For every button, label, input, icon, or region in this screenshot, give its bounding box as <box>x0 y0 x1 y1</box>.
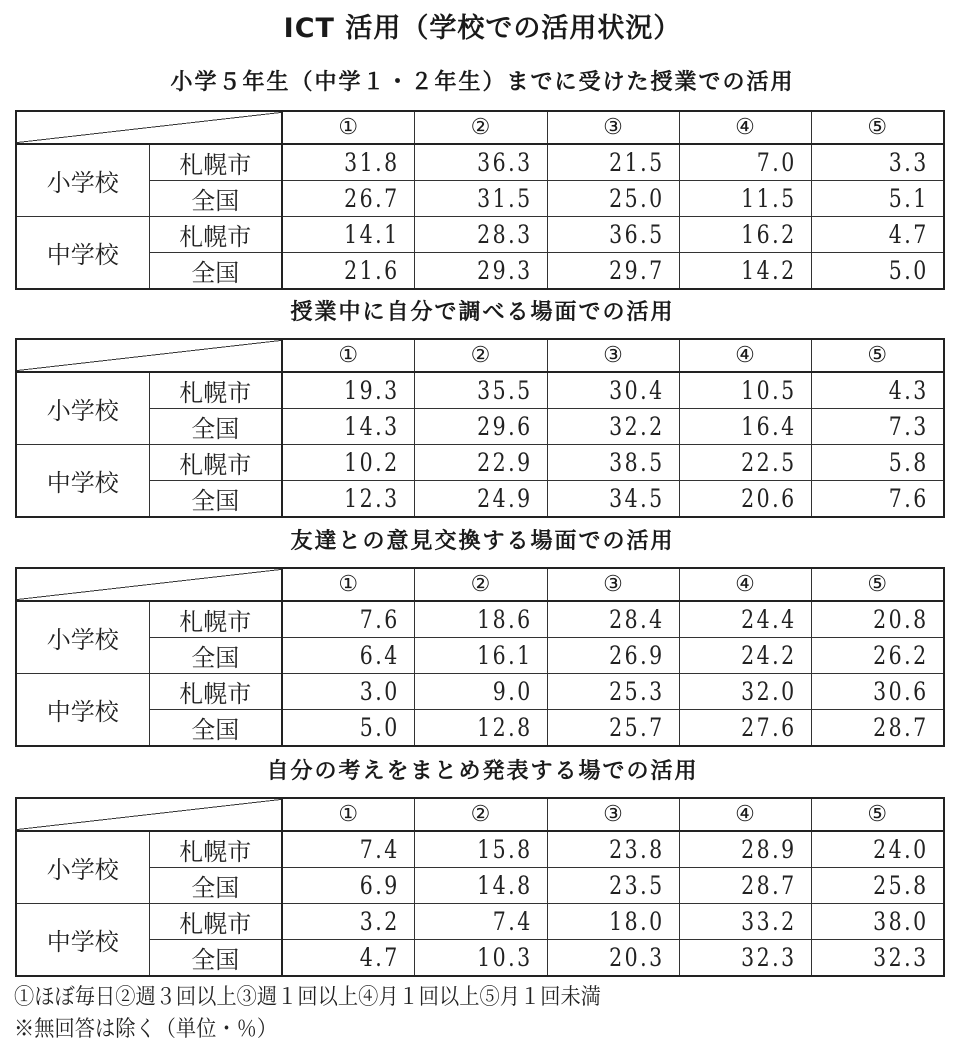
region-label: 札幌市 <box>149 904 282 940</box>
diagonal-corner-cell <box>16 339 282 372</box>
section-title-3: 友達との意見交換する場面での活用 <box>290 529 675 554</box>
region-label: 全国 <box>149 940 282 977</box>
value-text: 18.6 <box>477 605 533 634</box>
value-text: 21.5 <box>609 148 665 177</box>
data-table-3 <box>15 567 945 747</box>
value-cell <box>679 481 811 518</box>
school-level-label: 中学校 <box>16 445 149 518</box>
region-label: 札幌市 <box>149 445 282 481</box>
table-header-row <box>16 111 944 144</box>
value-text: 10.2 <box>344 448 400 477</box>
value-text: 12.8 <box>477 713 533 742</box>
value-text: 29.3 <box>477 256 533 285</box>
value-cell <box>679 217 811 253</box>
value-text: 4.3 <box>889 376 929 405</box>
value-text: 28.3 <box>477 220 533 249</box>
legend <box>14 982 652 1046</box>
region-label: 札幌市 <box>149 601 282 638</box>
value-text: 27.6 <box>741 713 797 742</box>
value-cell <box>811 253 944 290</box>
value-cell <box>414 831 547 868</box>
value-text: 24.4 <box>741 605 797 634</box>
section-title-2: 授業中に自分で調べる場面での活用 <box>290 300 675 325</box>
column-header: ① <box>282 798 414 831</box>
value-cell <box>811 831 944 868</box>
value-text: 26.2 <box>873 641 929 670</box>
value-text: 19.3 <box>344 376 400 405</box>
school-level-label: 中学校 <box>16 674 149 747</box>
value-cell <box>679 372 811 409</box>
column-header: ⑤ <box>811 111 944 144</box>
value-text: 7.4 <box>359 835 400 864</box>
value-text: 24.0 <box>873 835 929 864</box>
data-table-2 <box>15 338 945 518</box>
column-header: ① <box>282 339 414 372</box>
value-text: 23.5 <box>609 871 665 900</box>
column-header: ③ <box>547 339 679 372</box>
value-text: 9.0 <box>492 677 533 706</box>
value-cell <box>811 181 944 217</box>
value-text: 28.7 <box>741 871 797 900</box>
value-text: 20.6 <box>741 484 797 513</box>
value-cell <box>282 940 414 977</box>
value-text: 28.4 <box>609 605 665 634</box>
value-text: 38.5 <box>609 448 665 477</box>
value-text: 21.6 <box>344 256 400 285</box>
value-text: 32.0 <box>741 677 797 706</box>
value-text: 11.5 <box>741 184 797 213</box>
table-row <box>16 445 944 481</box>
value-text: 36.3 <box>477 148 533 177</box>
column-header: ① <box>282 111 414 144</box>
column-header: ⑤ <box>811 568 944 601</box>
table-header-row <box>16 339 944 372</box>
value-cell <box>679 144 811 181</box>
column-header: ① <box>282 568 414 601</box>
school-level-label: 小学校 <box>16 144 149 217</box>
value-cell <box>811 904 944 940</box>
data-table-4 <box>15 797 945 977</box>
value-text: 10.5 <box>741 376 797 405</box>
value-text: 25.0 <box>609 184 665 213</box>
value-text: 16.4 <box>741 412 797 441</box>
value-text: 7.6 <box>889 484 929 513</box>
value-text: 5.8 <box>889 448 929 477</box>
region-label: 札幌市 <box>149 217 282 253</box>
value-text: 25.7 <box>609 713 665 742</box>
value-cell <box>547 904 679 940</box>
value-cell <box>811 445 944 481</box>
value-text: 18.0 <box>609 907 665 936</box>
column-header: ⑤ <box>811 798 944 831</box>
section-title-4: 自分の考えをまとめ発表する場での活用 <box>266 759 699 784</box>
column-header: ② <box>414 798 547 831</box>
value-text: 38.0 <box>873 907 929 936</box>
value-cell <box>811 940 944 977</box>
table-row <box>16 253 944 290</box>
diagonal-corner-cell <box>16 798 282 831</box>
value-cell <box>414 638 547 674</box>
legend-note: ※無回答は除く（単位・％） <box>14 1017 278 1042</box>
value-text: 14.8 <box>477 871 533 900</box>
region-label: 札幌市 <box>149 674 282 710</box>
table-row <box>16 217 944 253</box>
value-cell <box>414 253 547 290</box>
value-text: 3.0 <box>359 677 400 706</box>
school-level-label: 中学校 <box>16 217 149 290</box>
value-text: 5.0 <box>889 256 929 285</box>
region-label: 全国 <box>149 181 282 217</box>
data-table-1 <box>15 110 945 290</box>
value-cell <box>282 638 414 674</box>
value-cell <box>414 868 547 904</box>
value-cell <box>811 481 944 518</box>
value-text: 20.3 <box>609 943 665 972</box>
value-text: 4.7 <box>889 220 929 249</box>
value-text: 28.7 <box>873 713 929 742</box>
table-row <box>16 409 944 445</box>
value-cell <box>547 940 679 977</box>
value-cell <box>282 253 414 290</box>
value-cell <box>547 253 679 290</box>
value-text: 35.5 <box>477 376 533 405</box>
value-cell <box>679 181 811 217</box>
school-level-label: 中学校 <box>16 904 149 977</box>
value-cell <box>282 601 414 638</box>
value-text: 22.5 <box>741 448 797 477</box>
value-cell <box>282 674 414 710</box>
column-header: ③ <box>547 111 679 144</box>
value-text: 14.2 <box>741 256 797 285</box>
value-cell <box>547 481 679 518</box>
region-label: 札幌市 <box>149 144 282 181</box>
value-cell <box>282 409 414 445</box>
value-text: 32.2 <box>609 412 665 441</box>
value-cell <box>414 217 547 253</box>
value-cell <box>282 181 414 217</box>
value-cell <box>679 409 811 445</box>
value-cell <box>547 868 679 904</box>
value-cell <box>547 710 679 747</box>
column-header: ② <box>414 568 547 601</box>
column-header: ② <box>414 111 547 144</box>
column-header: ② <box>414 339 547 372</box>
value-text: 15.8 <box>477 835 533 864</box>
value-cell <box>282 144 414 181</box>
table-row <box>16 181 944 217</box>
value-text: 29.7 <box>609 256 665 285</box>
table-row <box>16 710 944 747</box>
legend-categories: ①ほぼ毎日②週３回以上③週１回以上④月１回以上⑤月１回未満 <box>14 985 601 1010</box>
region-label: 札幌市 <box>149 372 282 409</box>
column-header: ⑤ <box>811 339 944 372</box>
value-text: 4.7 <box>359 943 400 972</box>
value-cell <box>547 217 679 253</box>
value-cell <box>547 674 679 710</box>
region-label: 全国 <box>149 868 282 904</box>
value-cell <box>282 710 414 747</box>
value-cell <box>547 601 679 638</box>
value-cell <box>547 409 679 445</box>
value-cell <box>414 710 547 747</box>
value-cell <box>282 445 414 481</box>
value-cell <box>282 868 414 904</box>
value-text: 16.2 <box>741 220 797 249</box>
value-cell <box>414 144 547 181</box>
value-text: 20.8 <box>873 605 929 634</box>
table-row <box>16 372 944 409</box>
value-cell <box>811 638 944 674</box>
column-header: ③ <box>547 568 679 601</box>
value-text: 10.3 <box>477 943 533 972</box>
value-text: 32.3 <box>873 943 929 972</box>
value-cell <box>547 372 679 409</box>
value-cell <box>414 601 547 638</box>
value-cell <box>811 710 944 747</box>
table-row <box>16 481 944 518</box>
column-header: ④ <box>679 339 811 372</box>
value-text: 12.3 <box>344 484 400 513</box>
value-cell <box>414 481 547 518</box>
page-title: ICT 活用（学校での活用状況） <box>283 13 682 44</box>
value-text: 26.9 <box>609 641 665 670</box>
value-cell <box>547 445 679 481</box>
region-label: 全国 <box>149 409 282 445</box>
value-cell <box>547 181 679 217</box>
value-cell <box>414 904 547 940</box>
value-text: 33.2 <box>741 907 797 936</box>
value-text: 31.8 <box>344 148 400 177</box>
value-cell <box>679 940 811 977</box>
table-row <box>16 674 944 710</box>
value-text: 32.3 <box>741 943 797 972</box>
value-text: 24.2 <box>741 641 797 670</box>
value-cell <box>282 904 414 940</box>
table-row <box>16 940 944 977</box>
value-cell <box>679 710 811 747</box>
value-cell <box>811 372 944 409</box>
table-row <box>16 904 944 940</box>
school-level-label: 小学校 <box>16 831 149 904</box>
value-cell <box>414 445 547 481</box>
value-text: 7.0 <box>756 148 797 177</box>
value-cell <box>679 904 811 940</box>
value-cell <box>811 674 944 710</box>
value-text: 30.4 <box>609 376 665 405</box>
value-text: 6.4 <box>359 641 400 670</box>
value-text: 25.3 <box>609 677 665 706</box>
value-cell <box>679 831 811 868</box>
column-header: ④ <box>679 111 811 144</box>
value-cell <box>414 674 547 710</box>
value-text: 26.7 <box>344 184 400 213</box>
value-text: 36.5 <box>609 220 665 249</box>
school-level-label: 小学校 <box>16 372 149 445</box>
table-header-row <box>16 568 944 601</box>
value-cell <box>414 372 547 409</box>
table-header-row <box>16 798 944 831</box>
value-text: 29.6 <box>477 412 533 441</box>
column-header: ④ <box>679 798 811 831</box>
value-cell <box>547 144 679 181</box>
value-text: 23.8 <box>609 835 665 864</box>
value-cell <box>679 601 811 638</box>
value-text: 7.3 <box>889 412 929 441</box>
value-text: 30.6 <box>873 677 929 706</box>
section-title-1: 小学５年生（中学１・２年生）までに受けた授業での活用 <box>170 70 795 95</box>
value-cell <box>414 940 547 977</box>
region-label: 全国 <box>149 710 282 747</box>
region-label: 全国 <box>149 253 282 290</box>
school-level-label: 小学校 <box>16 601 149 674</box>
value-text: 5.0 <box>359 713 400 742</box>
value-cell <box>679 868 811 904</box>
value-cell <box>811 217 944 253</box>
value-cell <box>679 638 811 674</box>
value-cell <box>282 831 414 868</box>
value-text: 7.4 <box>492 907 533 936</box>
value-cell <box>547 831 679 868</box>
region-label: 札幌市 <box>149 831 282 868</box>
value-cell <box>811 868 944 904</box>
region-label: 全国 <box>149 638 282 674</box>
region-label: 全国 <box>149 481 282 518</box>
value-text: 3.2 <box>359 907 400 936</box>
value-cell <box>414 181 547 217</box>
value-text: 3.3 <box>889 148 929 177</box>
value-text: 6.9 <box>359 871 400 900</box>
table-row <box>16 144 944 181</box>
value-cell <box>811 144 944 181</box>
value-text: 5.1 <box>889 184 929 213</box>
diagonal-corner-cell <box>16 111 282 144</box>
value-text: 24.9 <box>477 484 533 513</box>
value-text: 14.3 <box>344 412 400 441</box>
column-header: ③ <box>547 798 679 831</box>
value-cell <box>679 674 811 710</box>
value-text: 28.9 <box>741 835 797 864</box>
value-cell <box>547 638 679 674</box>
value-cell <box>811 601 944 638</box>
value-cell <box>679 253 811 290</box>
value-cell <box>679 445 811 481</box>
value-cell <box>282 481 414 518</box>
table-row <box>16 638 944 674</box>
column-header: ④ <box>679 568 811 601</box>
diagonal-corner-cell <box>16 568 282 601</box>
value-text: 14.1 <box>344 220 400 249</box>
value-text: 34.5 <box>609 484 665 513</box>
value-cell <box>282 217 414 253</box>
value-text: 7.6 <box>359 605 400 634</box>
value-text: 16.1 <box>477 641 533 670</box>
value-cell <box>414 409 547 445</box>
value-text: 31.5 <box>477 184 533 213</box>
value-text: 22.9 <box>477 448 533 477</box>
table-row <box>16 868 944 904</box>
value-text: 25.8 <box>873 871 929 900</box>
value-cell <box>811 409 944 445</box>
table-row <box>16 831 944 868</box>
value-cell <box>282 372 414 409</box>
table-row <box>16 601 944 638</box>
